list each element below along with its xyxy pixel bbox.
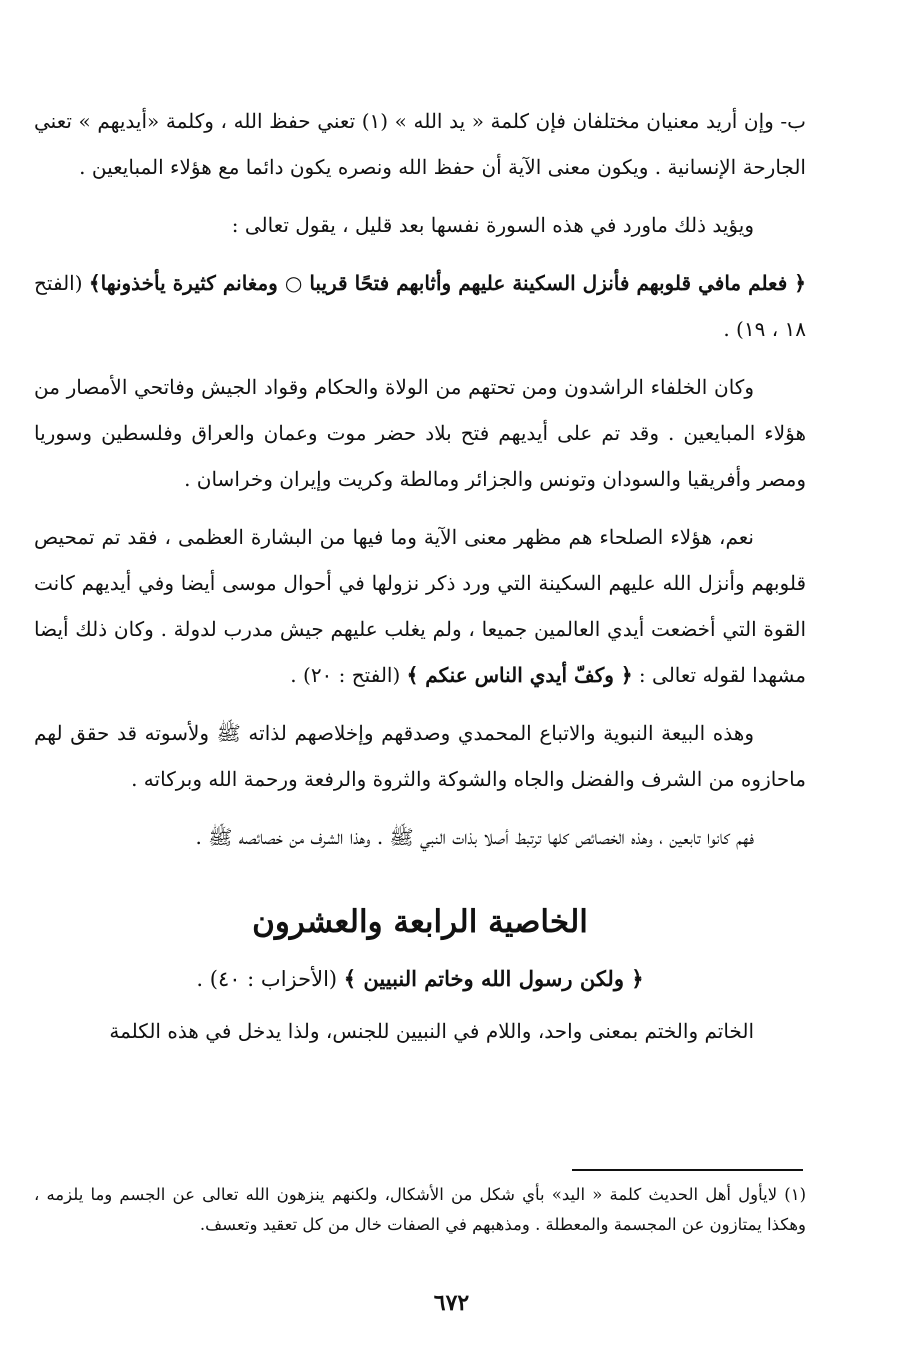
verse-2-reference: (الفتح : ٢٠) . — [290, 663, 401, 687]
quran-verse-1: ﴿ فعلم مافي قلوبهم فأنزل السكينة عليهم وأثابهم فتحًا قريبا ○ ومغانم كثيرة يأخذونها﴾ — [88, 271, 806, 295]
paragraph-support-intro: ويؤيد ذلك ماورد في هذه السورة نفسها بعد قليل ، يقول تعالى : — [231, 213, 754, 237]
paragraph-verse-1 — [34, 260, 806, 352]
section-paragraph: الخاتم والختم بمعنى واحد، واللام في النبيين للجنس، ولذا يدخل في هذه الكلمة — [109, 1019, 754, 1043]
paragraph-naam — [34, 514, 806, 698]
section-title: الخاصية الرابعة والعشرون — [252, 904, 588, 940]
verse-1-reference: (الفتح ١٨ ، ١٩) . — [34, 271, 806, 341]
naam-text: نعم، هؤلاء الصلحاء هم مظهر معنى الآية وما فيها من البشارة العظمى ، فقد تم تمحيص قلوبهم وأنزل الله عليهم السكينة التي ورد ذكر نزولها في أحوال موسى أيضا وفي أيديهم كانت القوة التي أخضعت أيدي العالمين جميعا ، ولم يغلب عليهم جيش مدرب لدولة . وكان ذلك أيضا مشهدا لقوله تعالى : — [34, 525, 806, 687]
paragraph-caliphs: وكان الخلفاء الراشدون ومن تحتهم من الولاة والحكام وقواد الجيش وفاتحي الأمصار من هؤلاء المبايعين . وقد تم على أيديهم فتح بلاد حضر موت وعمان والعراق وفلسطين وسوريا ومصر وأفريقيا والسودان وتونس والجزائر ومالطة وكريت وإيران وخراسان . — [34, 375, 806, 491]
section-verse-line — [34, 956, 806, 1002]
footnote: (١) لايأول أهل الحديث كلمة « اليد» بأي شكل من الأشكال، ولكنهم ينزهون الله تعالى عن الجسم وما يلزمه ، وهكذا يمتازون عن المجسمة والمعطلة . ومذهبهم في الصفات خال من كل تعقيد وتعسف. — [34, 1185, 806, 1234]
footnote-divider — [572, 1169, 803, 1171]
quran-verse-2: ﴿ وكفّ أيدي الناس عنكم ﴾ — [406, 663, 633, 687]
section-verse: ﴿ ولكن رسول الله وخاتم النبيين ﴾ — [343, 966, 644, 991]
paragraph-bayaa: وهذه البيعة النبوية والاتباع المحمدي وصدقهم وإخلاصهم لذاته ﷺ ولأسوته قد حقق لهم ماحازوه من الشرف والفضل والجاه والشوكة والثروة والرفعة ورحمة الله وبركاته . — [34, 721, 806, 791]
paragraph-b: ب- وإن أريد معنيان مختلفان فإن كلمة « يد الله » (١) تعني حفظ الله ، وكلمة «أيديهم » تعني الجارحة الإنسانية . ويكون معنى الآية أن حفظ الله ونصره يكون دائما مع هؤلاء المبايعين . — [34, 109, 806, 179]
main-text — [34, 98, 806, 1066]
page-number: ٦٧٢ — [433, 1290, 470, 1316]
paragraph-tabieen: فهم كانوا تابعين ، وهذه الخصائص كلها ترتبط أصلا بذات النبي ﷺ . وهذا الشرف من خصائصه ﷺ . — [195, 825, 754, 849]
section-verse-reference: (الأحزاب : ٤٠) . — [196, 967, 338, 991]
